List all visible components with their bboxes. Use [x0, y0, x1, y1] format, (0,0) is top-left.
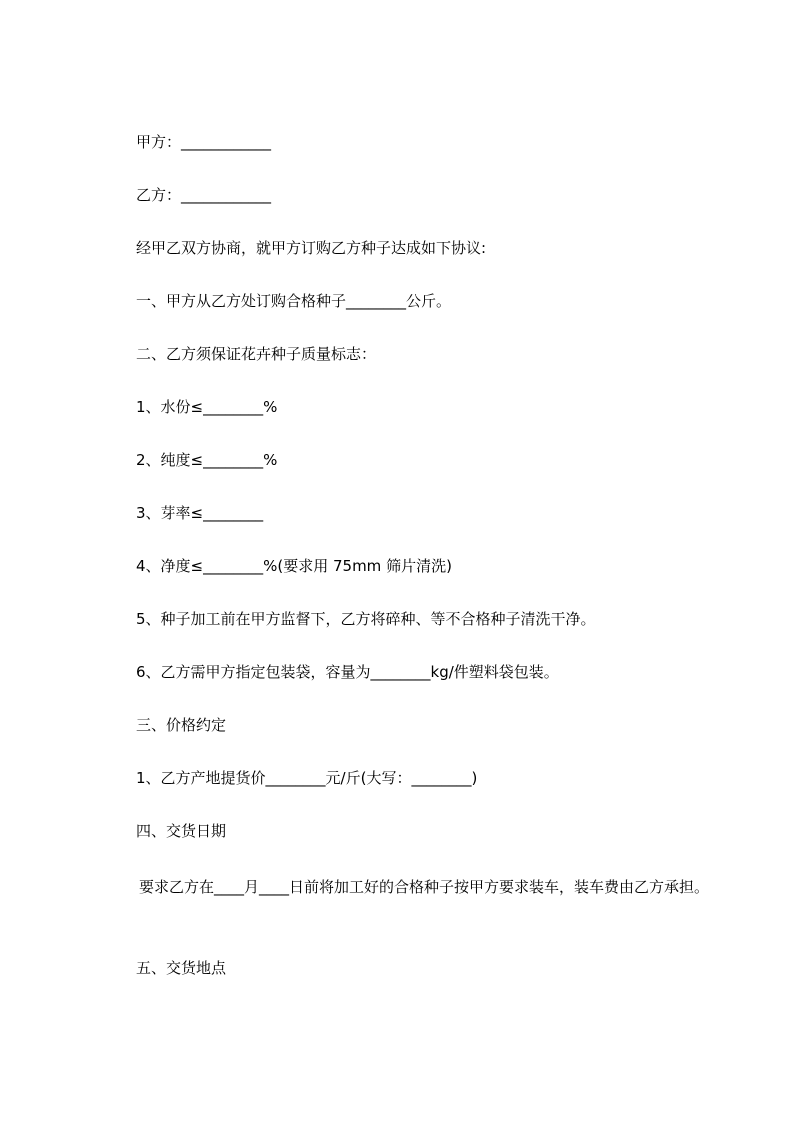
agreement-intro: 经甲乙双方协商，就甲方订购乙方种子达成如下协议: [136, 239, 487, 257]
clause-3-heading: 三、价格约定 [136, 716, 227, 734]
delivery-paragraph: 要求乙方在____月____日前将加工好的合格种子按甲方要求装车，装车费由乙方承担。 [139, 878, 710, 896]
quality-cleaning: 5、种子加工前在甲方监督下，乙方将碎种、等不合格种子清洗干净。 [136, 610, 596, 628]
party-a-line: 甲方：____________ [136, 133, 272, 151]
quality-moisture: 1、水份≤________% [136, 398, 278, 416]
quality-germination: 3、芽率≤________ [136, 504, 264, 522]
clause-2-heading: 二、乙方须保证花卉种子质量标志： [136, 345, 377, 363]
party-b-line: 乙方：____________ [136, 186, 272, 204]
quality-cleanliness: 4、净度≤________%(要求用 75mm 筛片清洗) [136, 557, 452, 575]
clause-4-heading: 四、交货日期 [136, 822, 227, 840]
quality-packaging: 6、乙方需甲方指定包装袋，容量为________kg/件塑料袋包装。 [136, 663, 559, 681]
clause-5-heading: 五、交货地点 [136, 959, 227, 977]
quality-purity: 2、纯度≤________% [136, 451, 278, 469]
clause-1-order: 一、甲方从乙方处订购合格种子________公斤。 [136, 292, 452, 310]
price-line: 1、乙方产地提货价________元/斤(大写：________) [136, 769, 478, 787]
